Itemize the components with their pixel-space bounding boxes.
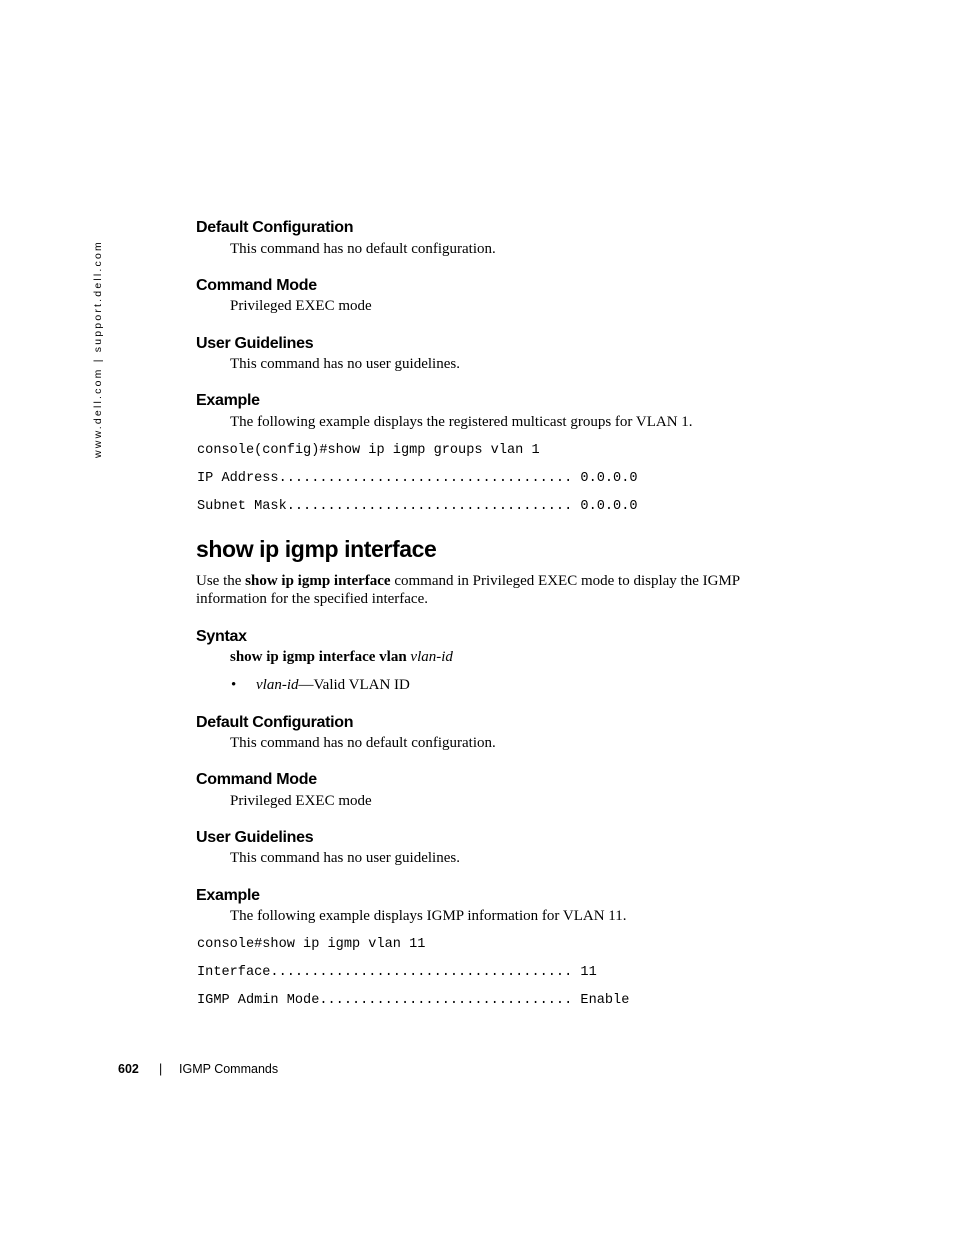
- syntax-param: vlan-id: [410, 649, 453, 665]
- section-title: show ip igmp interface: [196, 536, 437, 562]
- user-guidelines-text: This command has no user guidelines.: [230, 850, 460, 866]
- footer-chapter: IGMP Commands: [179, 1062, 279, 1076]
- default-config-text: This command has no default configuration.: [230, 735, 496, 751]
- user-guidelines-text: This command has no user guidelines.: [230, 356, 460, 372]
- code-line: Interface..................................... 11: [197, 965, 597, 980]
- footer-separator: |: [159, 1062, 163, 1076]
- code-line: IGMP Admin Mode............................... Enable: [197, 993, 630, 1008]
- command-mode-text: Privileged EXEC mode: [230, 793, 372, 809]
- syntax-heading: Syntax: [196, 628, 247, 645]
- intro-command: show ip igmp interface: [245, 573, 391, 589]
- syntax-command: show ip igmp interface vlan vlan-id: [230, 649, 453, 665]
- code-line: console#show ip igmp vlan 11: [197, 937, 426, 952]
- user-guidelines-heading: User Guidelines: [196, 829, 314, 846]
- user-guidelines-heading: User Guidelines: [196, 335, 314, 352]
- command-mode-text: Privileged EXEC mode: [230, 298, 372, 314]
- page-number: 602: [118, 1062, 139, 1076]
- syntax-bullet: vlan-id—Valid VLAN ID: [256, 677, 410, 693]
- command-mode-heading: Command Mode: [196, 277, 317, 294]
- command-mode-heading: Command Mode: [196, 771, 317, 788]
- default-config-heading: Default Configuration: [196, 714, 354, 731]
- example-text: The following example displays the registered multicast groups for VLAN 1.: [230, 414, 693, 430]
- bullet-mark: •: [231, 677, 237, 693]
- section-intro: Use the show ip igmp interface command in Privileged EXEC mode to display the IGMP: [196, 573, 741, 589]
- sidebar-url: www.dell.com | support.dell.com: [92, 240, 104, 458]
- section-intro-line2: information for the specified interface.: [196, 591, 428, 607]
- example-text: The following example displays IGMP information for VLAN 11.: [230, 908, 627, 924]
- example-heading: Example: [196, 392, 260, 409]
- example-heading: Example: [196, 887, 260, 904]
- code-line: IP Address.................................... 0.0.0.0: [197, 471, 638, 486]
- default-config-text: This command has no default configuration.: [230, 241, 496, 257]
- code-line: console(config)#show ip igmp groups vlan 1: [197, 443, 540, 458]
- default-config-heading: Default Configuration: [196, 219, 354, 236]
- code-line: Subnet Mask................................... 0.0.0.0: [197, 499, 638, 514]
